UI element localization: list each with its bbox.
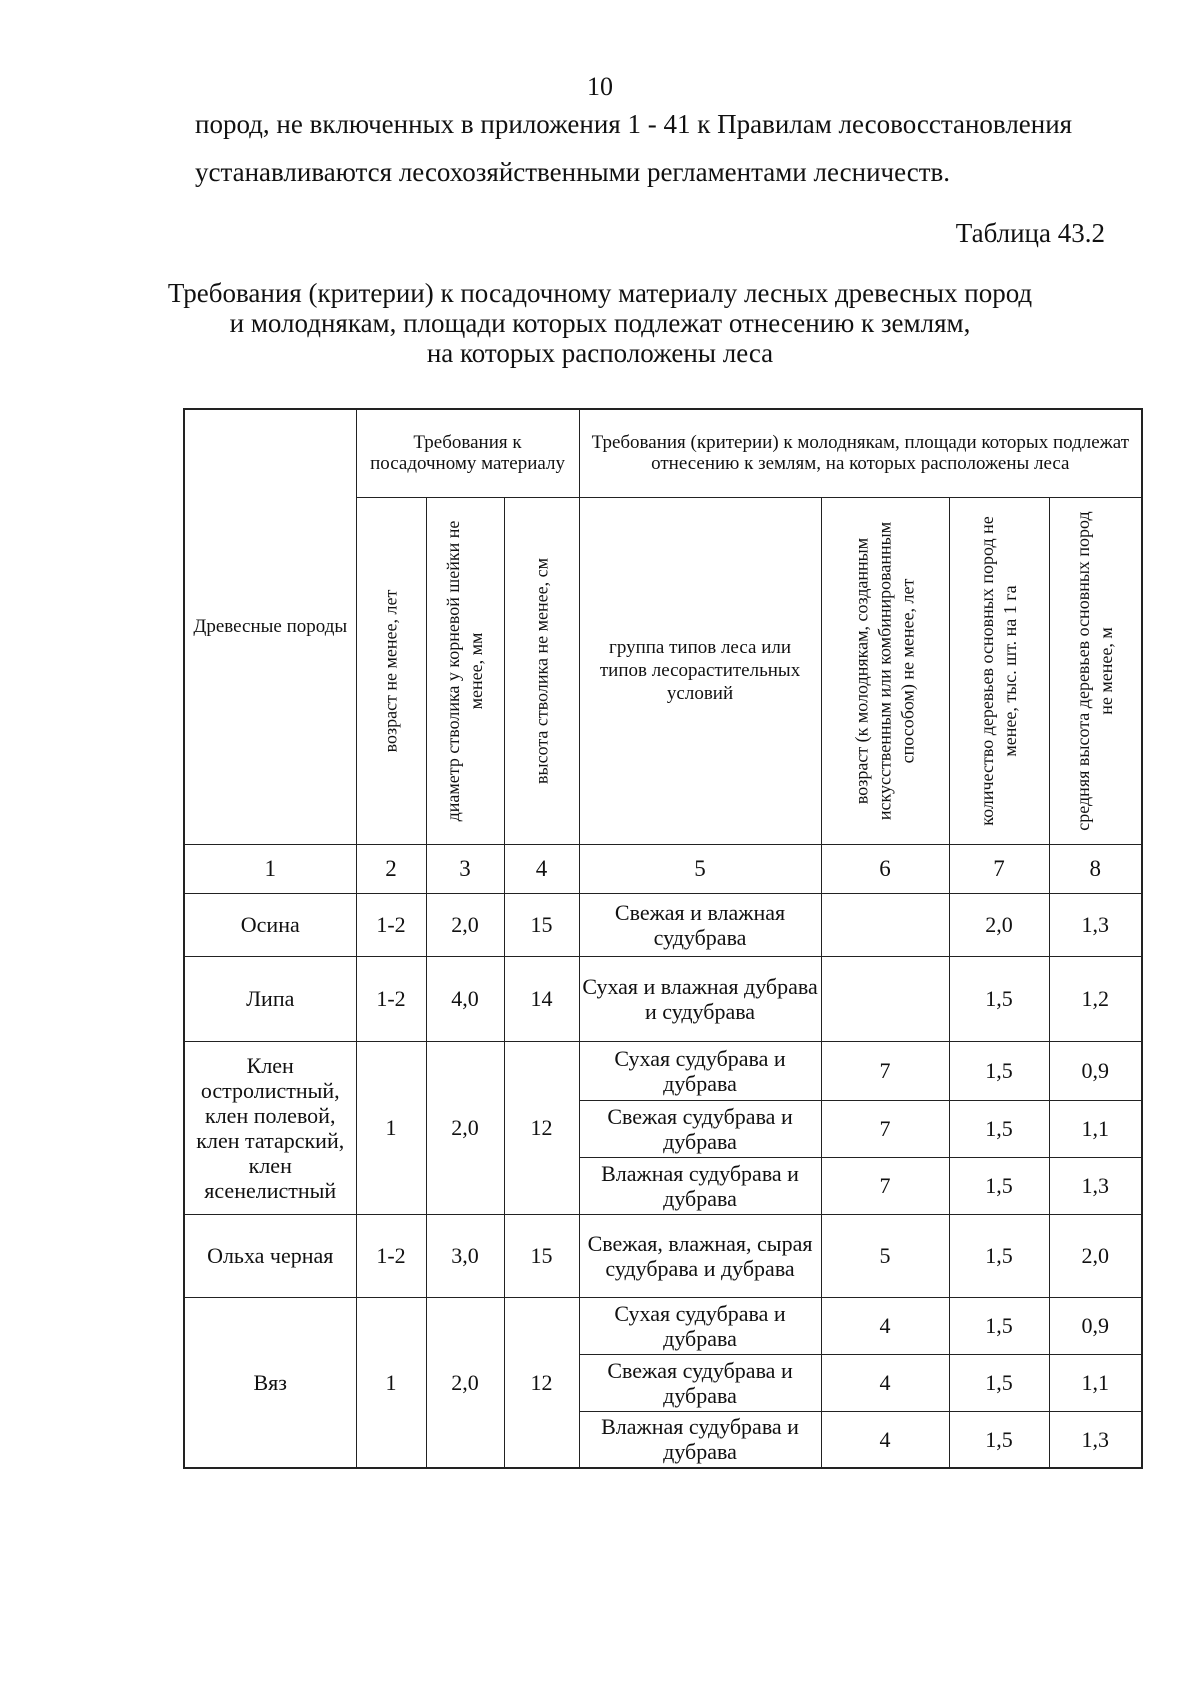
young-age-cell: 5 <box>821 1214 949 1297</box>
tree-count-cell: 1,5 <box>949 956 1049 1041</box>
column-number: 1 <box>184 844 356 893</box>
column-number: 7 <box>949 844 1049 893</box>
header-col-7: количество деревьев основных пород не менее, тыс. шт. на 1 га <box>949 497 1049 844</box>
species-cell: Клен остролистный, клен полевой, клен татарский, клен ясенелистный <box>184 1041 356 1214</box>
tree-count-cell: 1,5 <box>949 1354 1049 1411</box>
table-caption: Таблица 43.2 <box>955 218 1105 248</box>
table-title-line-2: и молоднякам, площади которых подлежат отнесению к землям, <box>229 308 971 338</box>
column-numbers-row <box>184 844 1142 893</box>
header-young-stands: Требования (критерии) к молоднякам, площади которых подлежат отнесению к землям, на которых расположены леса <box>579 409 1142 497</box>
height-cell: 15 <box>504 893 579 956</box>
tree-count-cell: 2,0 <box>949 893 1049 956</box>
tree-count-cell: 1,5 <box>949 1214 1049 1297</box>
diameter-cell: 2,0 <box>426 1297 504 1468</box>
tree-count-cell: 1,5 <box>949 1041 1049 1100</box>
avg-height-cell: 1,3 <box>1049 1157 1142 1214</box>
height-cell: 12 <box>504 1297 579 1468</box>
avg-height-cell: 1,2 <box>1049 956 1142 1041</box>
header-col-2: возраст не менее, лет <box>356 497 426 844</box>
tree-count-cell: 1,5 <box>949 1157 1049 1214</box>
header-col-6: возраст (к молоднякам, созданным искусственным или комбинированным способом) не менее, лет <box>821 497 949 844</box>
forest-group-cell: Сухая судубрава и дубрава <box>579 1041 821 1100</box>
column-number: 3 <box>426 844 504 893</box>
requirements-table <box>183 408 1143 1469</box>
table-title <box>0 278 1200 368</box>
avg-height-cell: 1,1 <box>1049 1100 1142 1157</box>
avg-height-cell: 2,0 <box>1049 1214 1142 1297</box>
header-col-3: диаметр стволика у корневой шейки не менее, мм <box>426 497 504 844</box>
age-cell: 1-2 <box>356 1214 426 1297</box>
young-age-cell: 7 <box>821 1041 949 1100</box>
avg-height-cell: 1,1 <box>1049 1354 1142 1411</box>
table-title-line-1: Требования (критерии) к посадочному материалу лесных древесных пород <box>167 278 1033 308</box>
age-cell: 1-2 <box>356 893 426 956</box>
age-cell: 1 <box>356 1297 426 1468</box>
tree-count-cell: 1,5 <box>949 1297 1049 1354</box>
forest-group-cell: Свежая судубрава и дубрава <box>579 1100 821 1157</box>
avg-height-cell: 0,9 <box>1049 1041 1142 1100</box>
young-age-cell: 7 <box>821 1100 949 1157</box>
tree-count-cell: 1,5 <box>949 1100 1049 1157</box>
header-species: Древесные породы <box>184 409 356 844</box>
species-cell: Осина <box>184 893 356 956</box>
diameter-cell: 2,0 <box>426 1041 504 1214</box>
age-cell: 1 <box>356 1041 426 1214</box>
height-cell: 12 <box>504 1041 579 1214</box>
height-cell: 15 <box>504 1214 579 1297</box>
young-age-cell: 4 <box>821 1297 949 1354</box>
young-age-cell <box>821 956 949 1041</box>
header-col-8: средняя высота деревьев основных пород не менее, м <box>1049 497 1142 844</box>
diameter-cell: 4,0 <box>426 956 504 1041</box>
header-col-4: высота стволика не менее, см <box>504 497 579 844</box>
table-row <box>184 893 1142 956</box>
diameter-cell: 3,0 <box>426 1214 504 1297</box>
column-number: 4 <box>504 844 579 893</box>
table-row <box>184 1214 1142 1297</box>
species-cell: Ольха черная <box>184 1214 356 1297</box>
forest-group-cell: Свежая, влажная, сырая судубрава и дубрава <box>579 1214 821 1297</box>
forest-group-cell: Свежая и влажная судубрава <box>579 893 821 956</box>
table-row <box>184 1297 1142 1354</box>
table-row <box>184 1041 1142 1100</box>
forest-group-cell: Свежая судубрава и дубрава <box>579 1354 821 1411</box>
table-row <box>184 956 1142 1041</box>
avg-height-cell: 1,3 <box>1049 893 1142 956</box>
young-age-cell: 7 <box>821 1157 949 1214</box>
young-age-cell: 4 <box>821 1411 949 1468</box>
forest-group-cell: Влажная судубрава и дубрава <box>579 1411 821 1468</box>
young-age-cell: 4 <box>821 1354 949 1411</box>
young-age-cell <box>821 893 949 956</box>
age-cell: 1-2 <box>356 956 426 1041</box>
header-planting-material: Требования к посадочному материалу <box>356 409 579 497</box>
forest-group-cell: Сухая и влажная дубрава и судубрава <box>579 956 821 1041</box>
intro-text-line-1: пород, не включенных в приложения 1 - 41 к Правилам лесовосстановления <box>195 109 1073 139</box>
species-cell: Липа <box>184 956 356 1041</box>
height-cell: 14 <box>504 956 579 1041</box>
forest-group-cell: Сухая судубрава и дубрава <box>579 1297 821 1354</box>
species-cell: Вяз <box>184 1297 356 1468</box>
column-number: 5 <box>579 844 821 893</box>
column-number: 2 <box>356 844 426 893</box>
intro-text-line-2: устанавливаются лесохозяйственными регламентами лесничеств. <box>195 157 951 187</box>
forest-group-cell: Влажная судубрава и дубрава <box>579 1157 821 1214</box>
avg-height-cell: 1,3 <box>1049 1411 1142 1468</box>
tree-count-cell: 1,5 <box>949 1411 1049 1468</box>
column-number: 8 <box>1049 844 1142 893</box>
page-number: 10 <box>587 72 613 101</box>
table-title-line-3: на которых расположены леса <box>426 338 774 368</box>
header-col-5: группа типов леса или типов лесорастительных условий <box>579 497 821 844</box>
column-number: 6 <box>821 844 949 893</box>
diameter-cell: 2,0 <box>426 893 504 956</box>
avg-height-cell: 0,9 <box>1049 1297 1142 1354</box>
